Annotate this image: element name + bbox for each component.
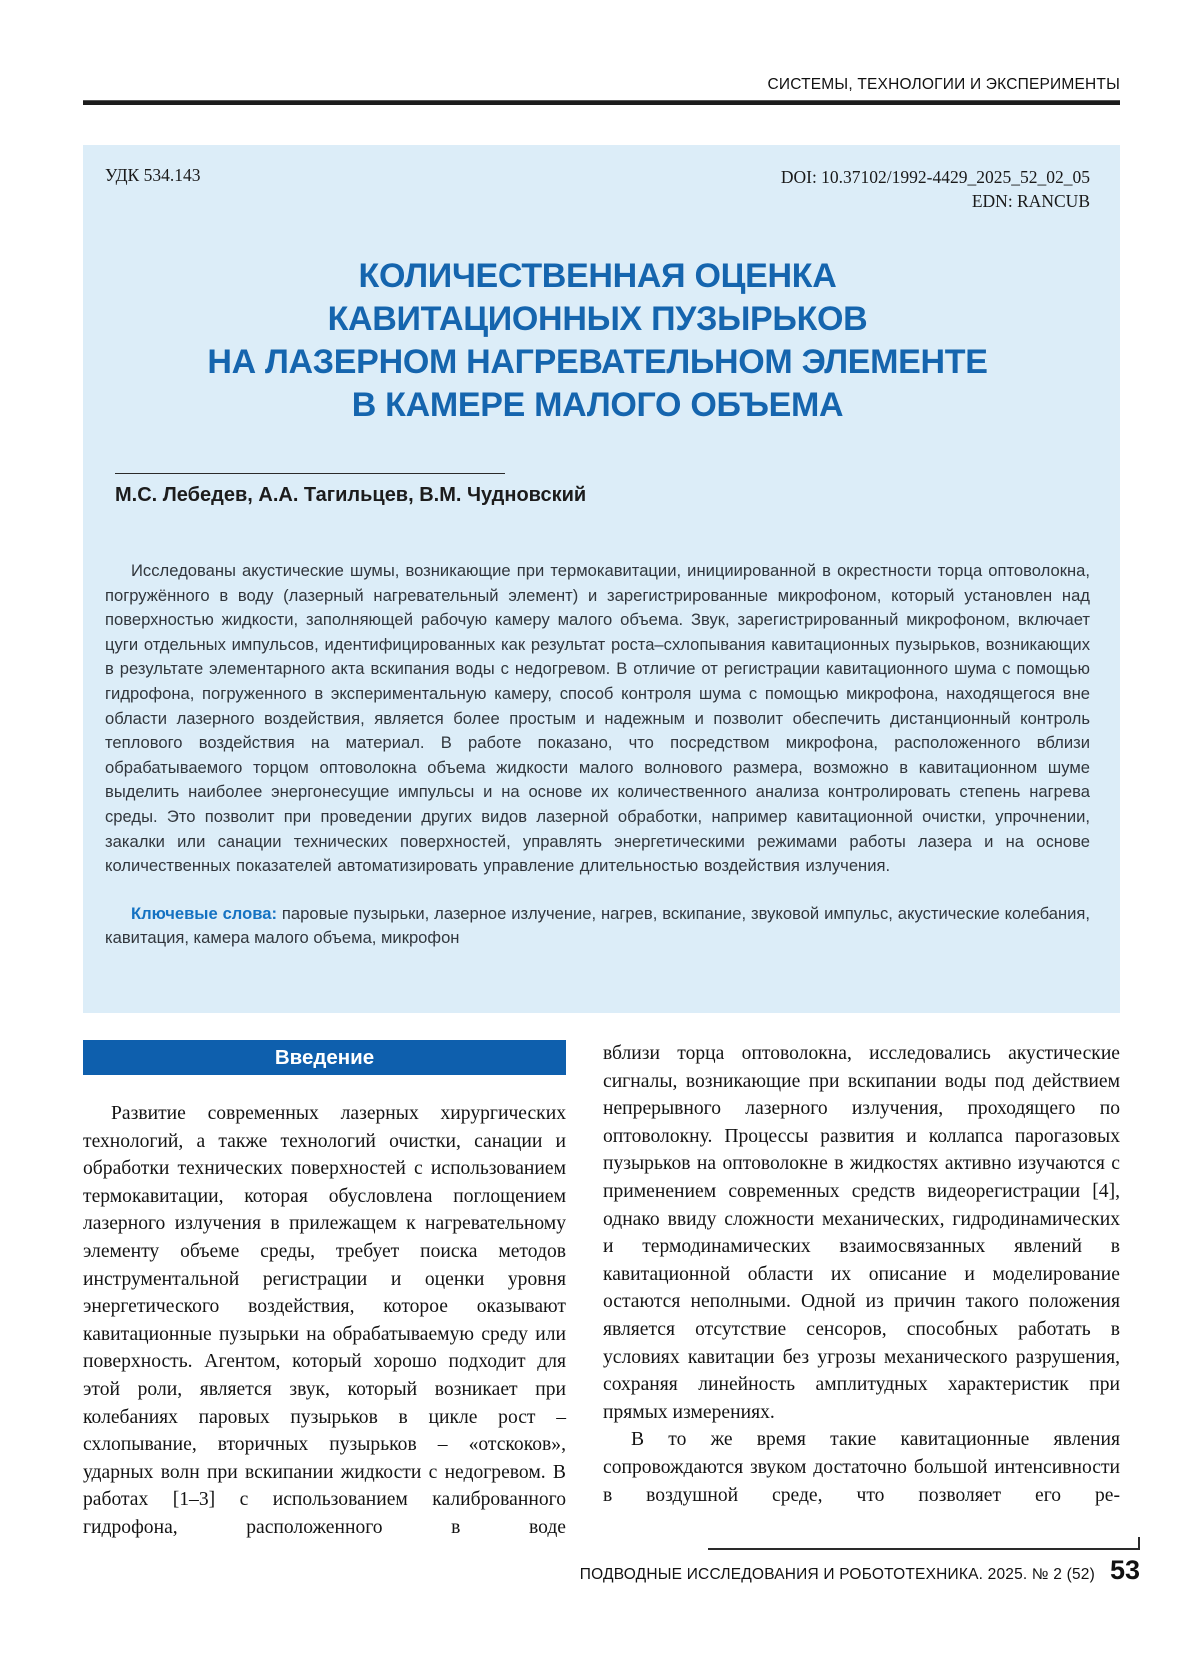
- introduction-heading-bar: [83, 1040, 566, 1075]
- introduction-heading: Введение: [274, 1045, 375, 1069]
- header-rule: [83, 100, 1120, 105]
- body-paragraph: Развитие современных лазерных хирургических технологий, а также технологий очистки, санации и обработки технических поверхностей с использованием термокавитации, которая обусловлена поглощением лазерного излучения в прилежащем к нагревательному элементу объеме среды, требует поиска методов инструментальной регистрации и оценки уровня энергетического воздействия, которое оказывают кавитационные пузырьки на обрабатываемую среду или поверхность. Агентом, который хорошо подходит для этой роли, является звук, который возникает при колебаниях паровых пузырьков в цикле рост – схлопывание, вторичных пузырьков – «отскоков», ударных волн при вскипании жидкости с недогревом. В работах [1–3] с использованием калиброванного гидрофона, расположенного в воде: [83, 1103, 566, 1538]
- keywords: [105, 902, 1090, 951]
- doi-label: DOI: 10.37102/1992-4429_2025_52_02_05: [780, 167, 1090, 187]
- authors-rule: [115, 473, 505, 474]
- journal-line: ПОДВОДНЫЕ ИССЛЕДОВАНИЯ И РОБОТОТЕХНИКА. 2025. № 2 (52): [579, 1566, 1095, 1583]
- article-meta: [105, 165, 1090, 213]
- abstract-text: Исследованы акустические шумы, возникающие при термокавитации, инициированной в окрестности торца оптоволокна, погружённого в воду (лазерный нагревательный элемент) и зарегистрированные микрофоном, который установлен над поверхностью жидкости, заполняющей рабочую камеру малого объема. Звук, зарегистрированный микрофоном, включает цуги отдельных импульсов, идентифицированных как результат роста–схлопывания кавитационных пузырьков, возникающих в результате элементарного акта вскипания воды с недогревом. В отличие от регистрации кавитационного шума с помощью гидрофона, погруженного в экспериментальную камеру, способ контроля шума с помощью микрофона, находящегося вне области лазерного воздействия, является более простым и надежным и позволит обеспечить дистанционный контроль теплового воздействия на материал. В работе показано, что посредством микрофона, расположенного вблизи обрабатываемого торцом оптоволокна объема жидкости малого волнового размера, возможно в кавитационном шуме выделить наиболее энергонесущие импульсы и на основе их количественного анализа контролировать степень нагрева среды. Это позволит при проведении других видов лазерной обработки, например кавитационной очистки, упрочнении, закалки или санации технических поверхностей, управлять энергетическими режимами работы лазера и на основе количественных показателей автоматизировать управление длительностью воздействия излучения.: [105, 561, 1090, 876]
- article-title: КОЛИЧЕСТВЕННАЯ ОЦЕНКА КАВИТАЦИОННЫХ ПУЗЫРЬКОВ НА ЛАЗЕРНОМ НАГРЕВАТЕЛЬНОМ ЭЛЕМЕНТЕ В КАМЕРЕ МАЛОГО ОБЪЕМА: [207, 257, 988, 424]
- doi-edn-block: [781, 165, 1090, 213]
- introduction-section: [83, 1040, 1120, 1542]
- body-paragraph: вблизи торца оптоволокна, исследовались акустические сигналы, возникающие при вскипании воды под действием непрерывного лазерного излучения, проходящего по оптоволокну. Процессы развития и коллапса парогазовых пузырьков на оптоволокне в жидкостях активно изучаются с применением современных средств видеорегистрации [4], однако ввиду сложности механических, гидродинамических и термодинамических взаимосвязанных явлений в кавитационной области их описание и моделирование остаются неполными. Одной из причин такого положения является отсутствие сенсоров, способных работать в условиях кавитации без угрозы механического разрушения, сохраняя линейность амплитудных характеристик при прямых измерениях.: [603, 1043, 1120, 1423]
- intro-left-column: [83, 1040, 566, 1542]
- authors-line: М.С. Лебедев, А.А. Тагильцев, В.М. Чудновский: [115, 484, 587, 506]
- udk-label: УДК 534.143: [105, 165, 201, 185]
- page-number: 53: [1109, 1555, 1140, 1585]
- intro-right-column: [603, 1040, 1120, 1542]
- keywords-label: Ключевые слова:: [131, 903, 277, 923]
- running-head: СИСТЕМЫ, ТЕХНОЛОГИИ И ЭКСПЕРИМЕНТЫ: [767, 76, 1120, 93]
- footer: [579, 1548, 1140, 1586]
- keywords-text: паровые пузырьки, лазерное излучение, нагрев, вскипание, звуковой импульс, акустические колебания, кавитация, камера малого объема, микрофон: [105, 903, 1090, 948]
- edn-label: EDN: RANCUB: [971, 191, 1090, 211]
- body-paragraph: В то же время такие кавитационные явления сопровождаются звуком достаточно большой интенсивности в воздушной среде, что позволяет его ре-: [603, 1429, 1120, 1506]
- article-header-block: [83, 145, 1120, 1013]
